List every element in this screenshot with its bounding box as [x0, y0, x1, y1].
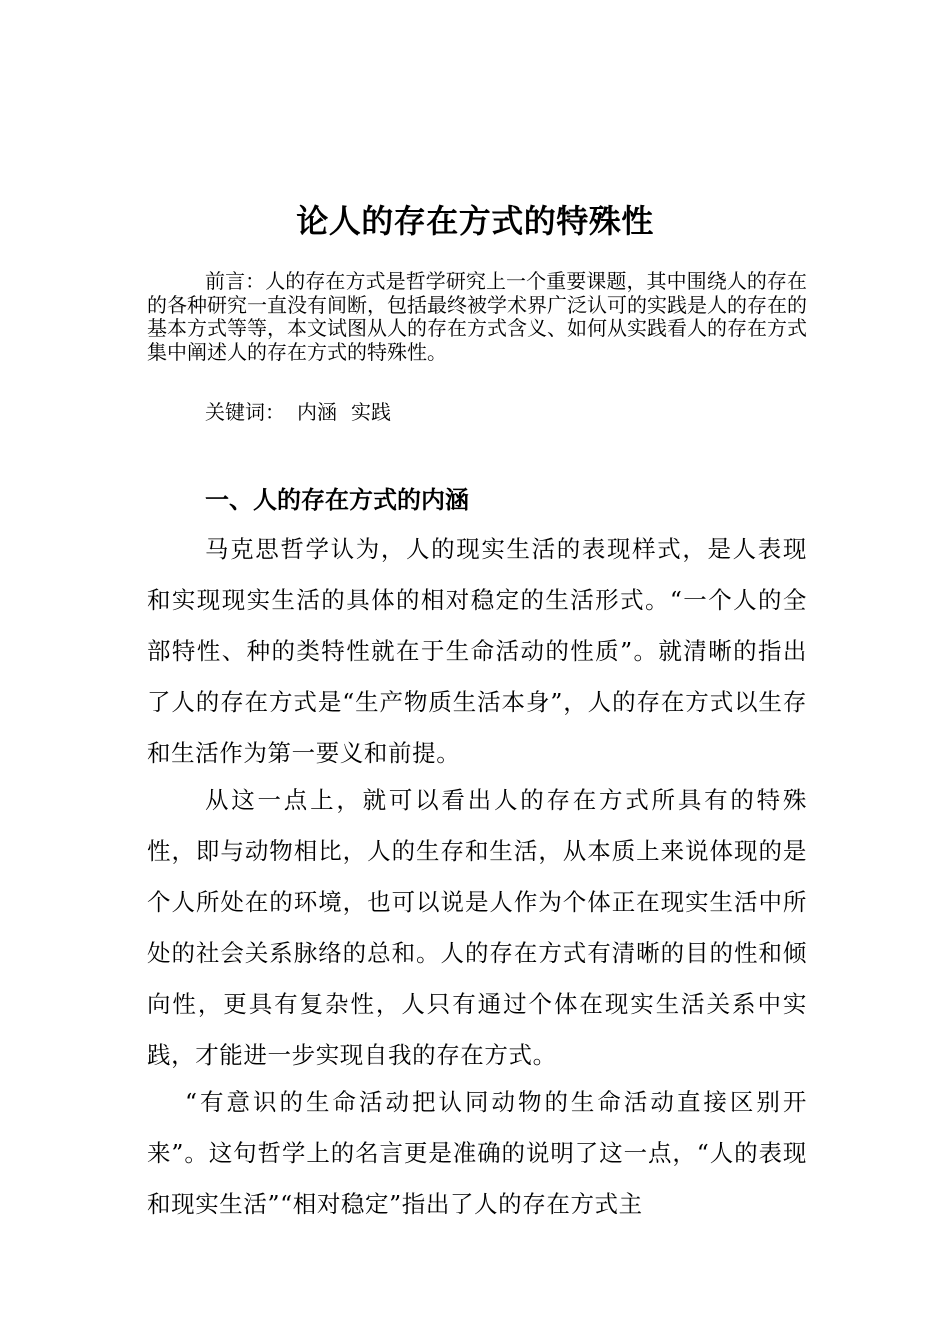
keyword-item: 实践 [351, 400, 391, 424]
document-title: 论人的存在方式的特殊性 [296, 202, 654, 241]
body-paragraph: 从这一点上，就可以看出人的存在方式所具有的特殊性，即与动物相比，人的生存和生活，从本质上来说体现的是个人所处在的环境，也可以说是人作为个体正在现实生活中所处的社会关系脉络的总和。人的存在方式有清晰的目的性和倾向性，更具有复杂性，人只有通过个体在现实生活关系中实践，才能进一步实现自我的存在方式。 [147, 786, 807, 1069]
body-paragraph: 马克思哲学认为，人的现实生活的表现样式，是人表现和实现现实生活的具体的相对稳定的生活形式。“一个人的全部特性、种的类特性就在于生命活动的性质”。就清晰的指出了人的存在方式是“生产物质生活本身”，人的存在方式以生存和生活作为第一要义和前提。 [147, 535, 807, 767]
keywords-label: 关键词： [205, 400, 285, 424]
keyword-item: 内涵 [297, 400, 337, 424]
keywords-line [205, 400, 391, 424]
section-heading: 一、人的存在方式的内涵 [205, 486, 469, 514]
abstract-paragraph: 前言：人的存在方式是哲学研究上一个重要课题，其中围绕人的存在的各种研究一直没有间断，包括最终被学术界广泛认可的实践是人的存在的基本方式等等，本文试图从人的存在方式含义、如何从实践看人的存在方式集中阐述人的存在方式的特殊性。 [147, 269, 807, 364]
body-paragraph: “有意识的生命活动把认同动物的生命活动直接区别开来”。这句哲学上的名言更是准确的说明了这一点，“人的表现和现实生活”“相对稳定”指出了人的存在方式主 [147, 1088, 807, 1218]
